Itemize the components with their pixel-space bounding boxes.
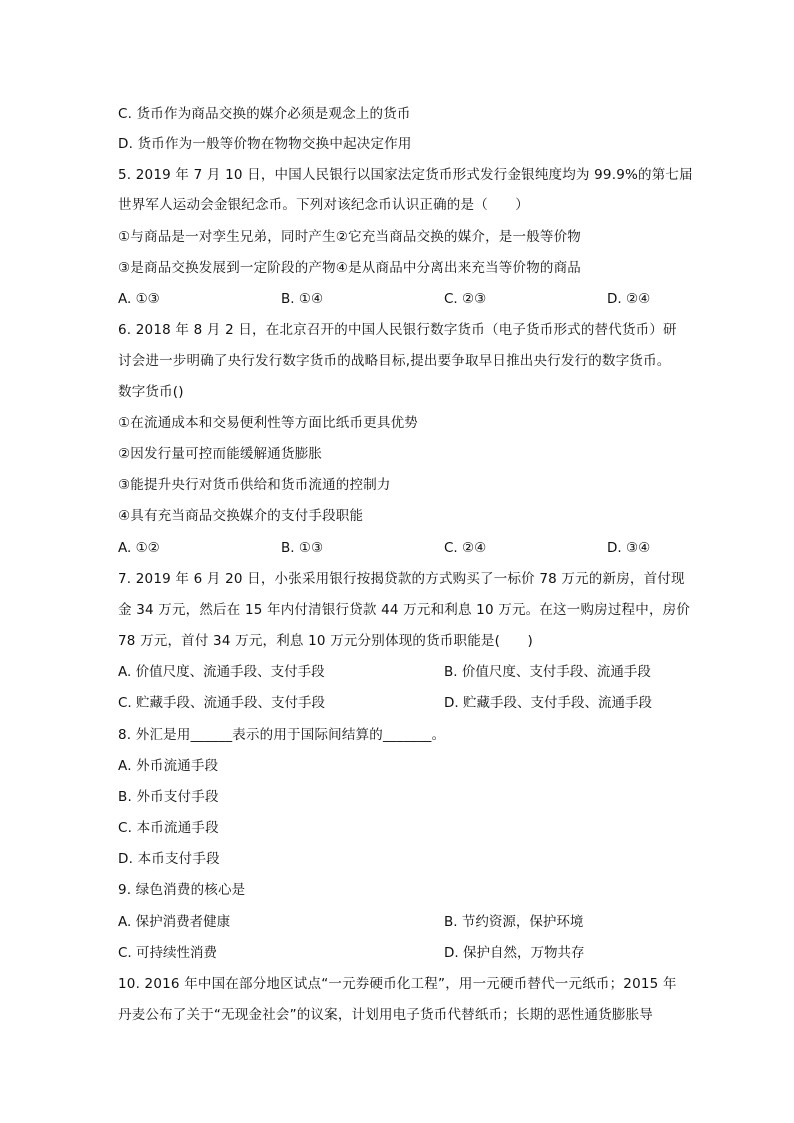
q5-option-a: A. ①③ [118,291,160,307]
q5-stem-line-1: 5. 2019 年 7 月 10 日，中国人民银行以国家法定货币形式发行金银纯度均为 99.9%的第七届 [118,167,693,183]
q10-stem-line-2: 丹麦公布了关于“无现金社会”的议案，计划用电子货币代替纸币；长期的恶性通货膨胀导 [118,1007,653,1023]
q7-stem-line-1: 7. 2019 年 6 月 20 日，小张采用银行按揭贷款的方式购买了一标价 78 万元的新房，首付现 [118,571,685,587]
q6-stem-line-2: 讨会进一步明确了央行发行数字货币的战略目标,提出要争取早日推出央行发行的数字货币。 [118,353,671,369]
q6-option-a: A. ①② [118,540,160,556]
q6-statement-1: ①在流通成本和交易便利性等方面比纸币更具优势 [118,415,419,431]
q6-statement-3: ③能提升央行对货币供给和货币流通的控制力 [118,477,391,493]
q4-option-d: D. 货币作为一般等价物在物物交换中起决定作用 [118,136,412,152]
q5-stem-line-2: 世界军人运动会金银纪念币。下列对该纪念币认识正确的是（ ） [118,197,529,213]
q9-option-b: B. 节约资源，保护环境 [444,914,584,930]
q9-option-a: A. 保护消费者健康 [118,914,231,930]
q7-option-c: C. 贮藏手段、流通手段、支付手段 [118,695,326,711]
q7-options-row-1 [118,663,678,681]
q5-option-b: B. ①④ [281,291,324,307]
q7-option-a: A. 价值尺度、流通手段、支付手段 [118,664,325,680]
q6-statement-4: ④具有充当商品交换媒介的支付手段职能 [118,508,364,524]
q9-options-row-2 [118,944,678,962]
q7-option-d: D. 贮藏手段、支付手段、流通手段 [444,695,652,711]
q7-options-row-2 [118,694,678,712]
q5-options [118,290,678,308]
q8-option-d: D. 本币支付手段 [118,851,220,867]
q7-stem-line-2: 金 34 万元，然后在 15 年内付清银行贷款 44 万元和利息 10 万元。在这一购房过程中，房价 [118,602,691,618]
q5-statement-1: ①与商品是一对孪生兄弟，同时产生②它充当商品交换的媒介，是一般等价物 [118,229,582,245]
q9-stem: 9. 绿色消费的核心是 [118,882,246,898]
q9-option-c: C. 可持续性消费 [118,945,218,961]
q5-option-d: D. ②④ [607,291,651,307]
q6-statement-2: ②因发行量可控而能缓解通货膨胀 [118,446,323,462]
q4-option-c: C. 货币作为商品交换的媒介必须是观念上的货币 [118,106,411,122]
q7-option-b: B. 价值尺度、支付手段、流通手段 [444,664,651,680]
q8-option-b: B. 外币支付手段 [118,789,219,805]
q9-option-d: D. 保护自然，万物共存 [444,945,585,961]
q10-stem-line-1: 10. 2016 年中国在部分地区试点“一元券硬币化工程”，用一元硬币替代一元纸币；2015 年 [118,976,677,992]
q7-stem-line-3: 78 万元，首付 34 万元，利息 10 万元分别体现的货币职能是( ) [118,633,533,649]
q6-option-b: B. ①③ [281,540,324,556]
q5-statement-2: ③是商品交换发展到一定阶段的产物④是从商品中分离出来充当等价物的商品 [118,260,582,276]
q5-option-c: C. ②③ [444,291,487,307]
q6-options [118,539,678,557]
q9-options-row-1 [118,913,678,931]
q6-option-d: D. ③④ [607,540,651,556]
q8-stem: 8. 外汇是用______表示的用于国际间结算的_______。 [118,727,446,743]
q8-option-c: C. 本币流通手段 [118,820,219,836]
q6-stem-line-3: 数字货币() [118,384,184,400]
q6-stem-line-1: 6. 2018 年 8 月 2 日，在北京召开的中国人民银行数字货币（电子货币形式的替代货币）研 [118,322,677,338]
q8-option-a: A. 外币流通手段 [118,758,219,774]
q6-option-c: C. ②④ [444,540,487,556]
